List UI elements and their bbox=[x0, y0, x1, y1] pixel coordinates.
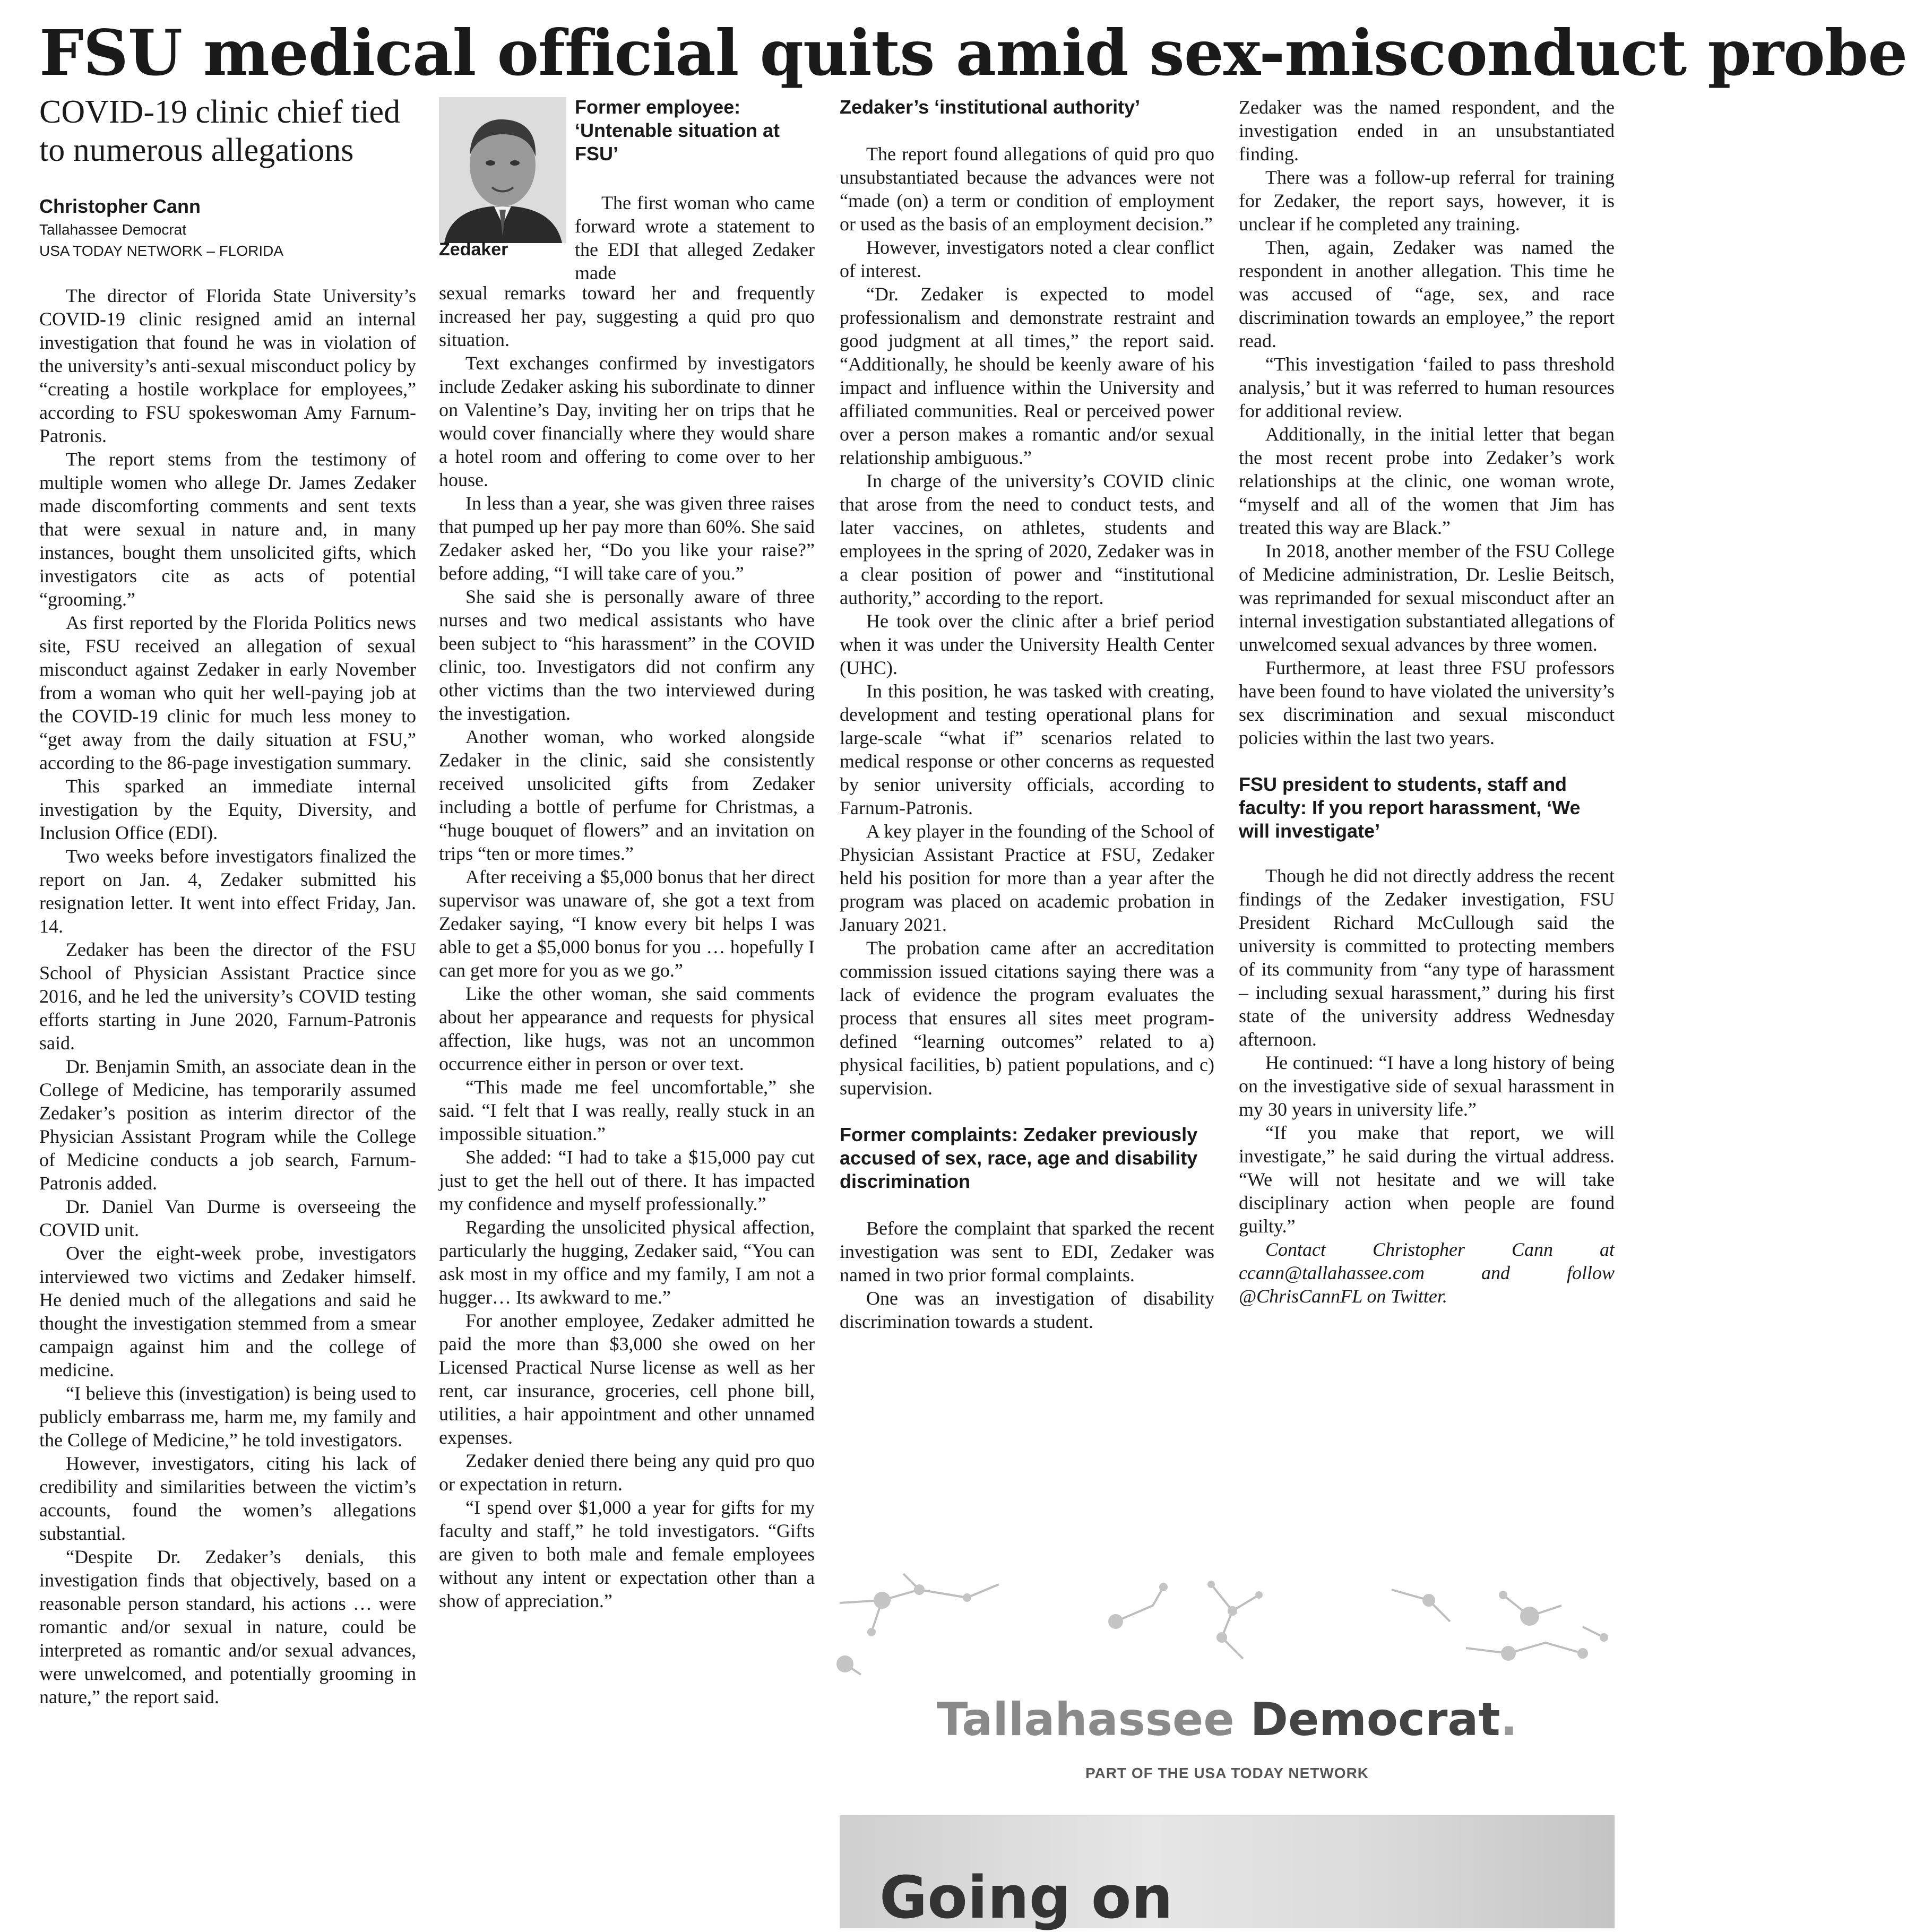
paragraph: As first reported by the Florida Politics news site, FSU received an allegation of sexual misconduct against Zedaker in early November from a woman who quit her well-paying job at the COVID-19 clinic for much less money to “get away from the daily situation at FSU,” according to the 86-page investigation summary. bbox=[39, 612, 416, 773]
wrapped-paragraph bbox=[575, 191, 815, 284]
paragraph: “I spend over $1,000 a year for gifts for my faculty and staff,” he told investigators. “Gifts are given to both male and female employees without any intent or expectation other than a show of appreciation.” bbox=[439, 1497, 815, 1611]
paragraph: The probation came after an accreditation commission issued citations saying there was a lack of evidence the program evaluates the process that ensures all sites meet program-defined “learning outcomes” related to a) physical facilities, b) patient populations, and c) supervision. bbox=[840, 937, 1214, 1099]
paragraph: Zedaker has been the director of the FSU School of Physician Assistant Practice since 2016, and he led the university’s COVID testing efforts starting in June 2020, Farnum-Patronis said. bbox=[39, 939, 416, 1054]
headline: FSU medical official quits amid sex-misconduct probe bbox=[39, 16, 1907, 90]
paragraph: “Dr. Zedaker is expected to model professionalism and demonstrate restraint and good judgment at all times,” the report said. “Additionally, he should be keenly aware of his impact and influence within the University and affiliated communities. Real or perceived power over a person makes a romantic and/or sexual relationship ambiguous.” bbox=[840, 283, 1214, 468]
paragraph: After receiving a $5,000 bonus that her direct supervisor was unaware of, she got a text from Zedaker saying, “I know every bit helps I was able to get a $5,000 bonus for you … hopefully I can get more for you as we go.” bbox=[439, 866, 815, 981]
column-1 bbox=[39, 284, 416, 1709]
paragraph: Before the complaint that sparked the recent investigation was sent to EDI, Zedaker was named in two prior formal complaints. bbox=[840, 1218, 1214, 1286]
paragraph: In this position, he was tasked with creating, development and testing operational plans for large-scale “what if” scenarios related to medical response or other concerns as requested by senior university officials, according to Farnum-Patronis. bbox=[840, 680, 1214, 818]
paragraph: Another woman, who worked alongside Zedaker in the clinic, said she consistently received unsolicited gifts from Zedaker including a bottle of perfume for Christmas, a “huge bouquet of flowers” and an invitation on trips “ten or more times.” bbox=[439, 726, 815, 864]
paragraph: For another employee, Zedaker admitted he paid the more than $3,000 she owed on her Licensed Practical Nurse license as well as her rent, car insurance, groceries, cell phone bill, utilities, a hair appointment and other unnamed expenses. bbox=[439, 1310, 815, 1448]
paragraph: Text exchanges confirmed by investigators include Zedaker asking his subordinate to dinner on Valentine’s Day, inviting her on trips that he would cover financially where they would share a hotel room and offering to come over to her house. bbox=[439, 352, 815, 490]
paragraph: There was a follow-up referral for training for Zedaker, the report says, however, it is unclear if he completed any training. bbox=[1239, 167, 1615, 235]
paragraph: A key player in the founding of the School of Physician Assistant Practice at FSU, Zedaker held his position for more than a year after the program was placed on academic probation in January 2021. bbox=[840, 821, 1214, 935]
paragraph: Though he did not directly address the recent findings of the Zedaker investigation, FSU President Richard McCullough said the university is committed to protecting members of its community from “any type of harassment – including sexual harassment,” during his first state of the university address Wednesday afternoon. bbox=[1239, 865, 1615, 1050]
paragraph: Dr. Daniel Van Durme is overseeing the COVID unit. bbox=[39, 1196, 416, 1240]
subhead-institutional-authority: Zedaker’s ‘institutional authority’ bbox=[840, 96, 1141, 118]
paragraph: Furthermore, at least three FSU professors have been found to have violated the university’s sex discrimination and sexual misconduct policies within the last two years. bbox=[1239, 657, 1615, 748]
column-3 bbox=[840, 96, 1214, 1333]
byline-author: Christopher Cann bbox=[39, 195, 201, 217]
byline-paper: Tallahassee Democrat bbox=[39, 221, 187, 238]
mugshot-photo bbox=[439, 97, 566, 243]
subhead-former-employee: Former employee: ‘Untenable situation at FSU’ bbox=[575, 96, 780, 165]
paragraph: He took over the clinic after a brief period when it was under the University Health Center (UHC). bbox=[840, 610, 1214, 678]
ad-tagline: PART OF THE USA TODAY NETWORK bbox=[1085, 1765, 1369, 1781]
paragraph: Over the eight-week probe, investigators interviewed two victims and Zedaker himself. He denied much of the allegations and said he thought the investigation stemmed from a smear campaign against him and the college of medicine. bbox=[39, 1243, 416, 1381]
paragraph: “Despite Dr. Zedaker’s denials, this investigation finds that objectively, based on a reasonable person standard, his actions … were romantic and/or sexual in nature, could be interpreted as romantic and/or sexual advances, were unwelcomed, and potentially grooming in nature,” the report said. bbox=[39, 1546, 416, 1707]
paragraph: “I believe this (investigation) is being used to publicly embarrass me, harm me, my family and the College of Medicine,” he told investigators. bbox=[39, 1383, 416, 1451]
paragraph: She added: “I had to take a $15,000 pay cut just to get the hell out of there. It has impacted my confidence and myself professionally.” bbox=[439, 1146, 815, 1214]
byline bbox=[39, 194, 421, 262]
paragraph: In charge of the university’s COVID clinic that arose from the need to conduct tests, and later vaccines, on athletes, students and employees in the spring of 2020, Zedaker was in a clear position of power and “institutional authority,” according to the report. bbox=[840, 470, 1214, 608]
paragraph: In less than a year, she was given three raises that pumped up her pay more than 60%. She said Zedaker asked her, “Do you like your raise?” before adding, “I will take care of you.” bbox=[439, 493, 815, 584]
column-2 bbox=[439, 281, 815, 1612]
paragraph: In 2018, another member of the FSU College of Medicine administration, Dr. Leslie Beitsch, was reprimanded for sexual misconduct after an internal investigation substantiated allegations of unwelcomed sexual advances by three women. bbox=[1239, 540, 1615, 655]
paragraph: Additionally, in the initial letter that began the most recent probe into Zedaker’s work relationships at the clinic, one woman wrote, “myself and all of the women that Jim has treated this way are Black.” bbox=[1239, 424, 1615, 538]
paragraph: “This made me feel uncomfortable,” she said. “I felt that I was really, really stuck in an impossible situation.” bbox=[439, 1076, 815, 1144]
contact-line: Contact Christopher Cann at ccann@tallahassee.com and follow @ChrisCannFL on Twitter. bbox=[1239, 1239, 1615, 1307]
house-ad bbox=[840, 1574, 1615, 1931]
subhead-fsu-president: FSU president to students, staff and faculty: If you report harassment, ‘We will investigate’ bbox=[1239, 773, 1581, 842]
paragraph: “If you make that report, we will investigate,” he said during the virtual address. “We will not hesitate and we will take disciplinary action when people are found guilty.” bbox=[1239, 1122, 1615, 1237]
paragraph: Dr. Benjamin Smith, an associate dean in the College of Medicine, has temporarily assumed Zedaker’s position as interim director of the Physician Assistant Program while the College of Medicine conducts a job search, Farnum-Patronis added. bbox=[39, 1056, 416, 1194]
paragraph: The director of Florida State University’s COVID-19 clinic resigned amid an internal investigation that found he was in violation of the university’s anti-sexual misconduct policy by “creating a hostile workplace for employees,” according to FSU spokeswoman Amy Farnum-Patronis. bbox=[39, 285, 416, 446]
paragraph: However, investigators noted a clear conflict of interest. bbox=[840, 237, 1214, 281]
subhead-former-complaints: Former complaints: Zedaker previously accused of sex, race, age and disability discrimination bbox=[840, 1124, 1198, 1192]
paragraph: Then, again, Zedaker was named the respondent in another allegation. This time he was accused of “age, sex, and race discrimination towards an employee,” the report read. bbox=[1239, 237, 1615, 351]
paragraph: sexual remarks toward her and frequently increased her pay, suggesting a quid pro quo situation. bbox=[439, 282, 815, 350]
network-graphic bbox=[840, 1574, 1615, 1690]
portrait-image bbox=[439, 97, 566, 243]
deck: COVID-19 clinic chief tied to numerous allegations bbox=[39, 94, 401, 168]
paragraph: Zedaker was the named respondent, and the investigation ended in an unsubstantiated finding. bbox=[1239, 97, 1615, 165]
paragraph: He continued: “I have a long history of being on the investigative side of sexual harassment in my 30 years in university life.” bbox=[1239, 1052, 1615, 1120]
paragraph: Like the other woman, she said comments about her appearance and requests for physical affection, like hugs, was not an uncommon occurrence either in person or over text. bbox=[439, 983, 815, 1074]
ad-promo-text: Going on bbox=[879, 1864, 1173, 1931]
paragraph: The report found allegations of quid pro quo unsubstantiated because the advances were not “made (on) a term or condition of employment or used as the basis of an employment decision.” bbox=[840, 143, 1214, 235]
paragraph: However, investigators, citing his lack of credibility and similarities between the victim’s accounts, found the women’s allegations substantial. bbox=[39, 1453, 416, 1544]
paragraph: One was an investigation of disability discrimination towards a student. bbox=[840, 1288, 1214, 1332]
paragraph: The report stems from the testimony of multiple women who allege Dr. James Zedaker made discomforting comments and sent texts that were sexual in nature and, in many instances, bought them unsolicited gifts, which investigators cite as acts of potential “grooming.” bbox=[39, 448, 416, 610]
paragraph: Zedaker denied there being any quid pro quo or expectation in return. bbox=[439, 1450, 815, 1495]
byline-network: USA TODAY NETWORK – FLORIDA bbox=[39, 243, 284, 259]
column-4 bbox=[1239, 96, 1615, 1308]
paragraph: Regarding the unsolicited physical affection, particularly the hugging, Zedaker said, “You can ask most in my office and my family, I am not a hugger… Its awkward to me.” bbox=[439, 1217, 815, 1308]
paragraph: Two weeks before investigators finalized the report on Jan. 4, Zedaker submitted his resignation letter. It went into effect Friday, Jan. 14. bbox=[39, 846, 416, 937]
paragraph: This sparked an immediate internal investigation by the Equity, Diversity, and Inclusion Office (EDI). bbox=[39, 775, 416, 843]
tallahassee-democrat-logo: Tallahassee Democrat. bbox=[936, 1693, 1518, 1746]
photo-caption: Zedaker bbox=[439, 239, 508, 260]
paragraph: She said she is personally aware of three nurses and two medical assistants who have been subject to “his harassment” in the COVID clinic, too. Investigators did not confirm any other victims than the two interviewed during the investigation. bbox=[439, 586, 815, 724]
paragraph: The first woman who came forward wrote a statement to the EDI that alleged Zedaker made bbox=[575, 192, 815, 283]
paragraph: “This investigation ‘failed to pass threshold analysis,’ but it was referred to human resources for additional review. bbox=[1239, 353, 1615, 421]
